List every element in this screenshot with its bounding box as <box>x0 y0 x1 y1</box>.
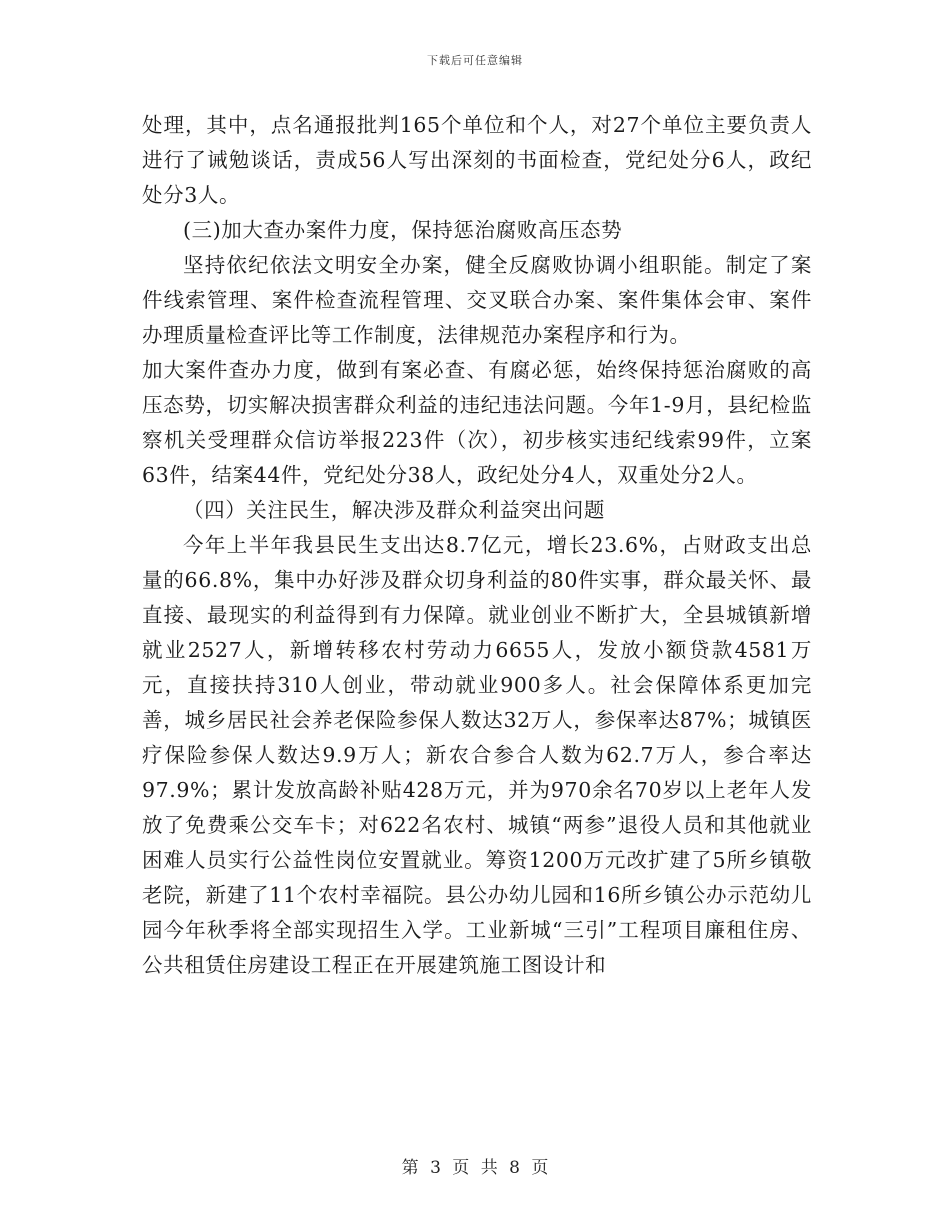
page-number-footer: 第 3 页 共 8 页 <box>401 1158 549 1178</box>
paragraph-1: 处理，其中，点名通报批判165个单位和个人，对27个单位主要负责人进行了诫勉谈话，责成56人写出深刻的书面检查，党纪处分6人，政纪处分3人。 <box>142 113 812 207</box>
paragraph-3: 加大案件查办力度，做到有案必查、有腐必惩，始终保持惩治腐败的高压态势，切实解决损害群众利益的违纪违法问题。今年1-9月，县纪检监察机关受理群众信访举报223件（次），初步核实违纪线索99件，立案63件，结案44件，党纪处分38人，政纪处分4人，双重处分2人。 <box>142 358 812 487</box>
paragraph-4: 今年上半年我县民生支出达8.7亿元，增长23.6%，占财政支出总量的66.8%，集中办好涉及群众切身利益的80件实事，群众最关怀、最直接、最现实的利益得到有力保障。就业创业不断扩大，全县城镇新增就业2527人，新增转移农村劳动力6655人，发放小额贷款4581万元，直接扶持310人创业，带动就业900多人。社会保障体系更加完善，城乡居民社会养老保险参保人数达32万人，参保率达87%；城镇医疗保险参保人数达9.9万人；新农合参合人数为62.7万人，参合率达97.9%；累计发放高龄补贴428万元，并为970余名70岁以上老年人发放了免费乘公交车卡；对622名农村、城镇“两参”退役人员和其他就业困难人员实行公益性岗位安置就业。筹资1200万元改扩建了5所乡镇敬老院，新建了11个农村幸福院。县公办幼儿园和16所乡镇公办示范幼儿园今年秋季将全部实现招生入学。工业新城“三引”工程项目廉租住房、公共租赁住房建设工程正在开展建筑施工图设计和 <box>142 533 812 977</box>
document-body <box>142 108 812 983</box>
paragraph-2: 坚持依纪依法文明安全办案，健全反腐败协调小组职能。制定了案件线索管理、案件检查流程管理、交叉联合办案、案件集体会审、案件办理质量检查评比等工作制度，法律规范办案程序和行为。 <box>142 253 812 347</box>
section-heading-4: （四）关注民生，解决涉及群众利益突出问题 <box>183 498 605 522</box>
header-note: 下载后可任意编辑 <box>427 54 523 67</box>
section-heading-3: (三)加大查办案件力度，保持惩治腐败高压态势 <box>183 218 623 242</box>
